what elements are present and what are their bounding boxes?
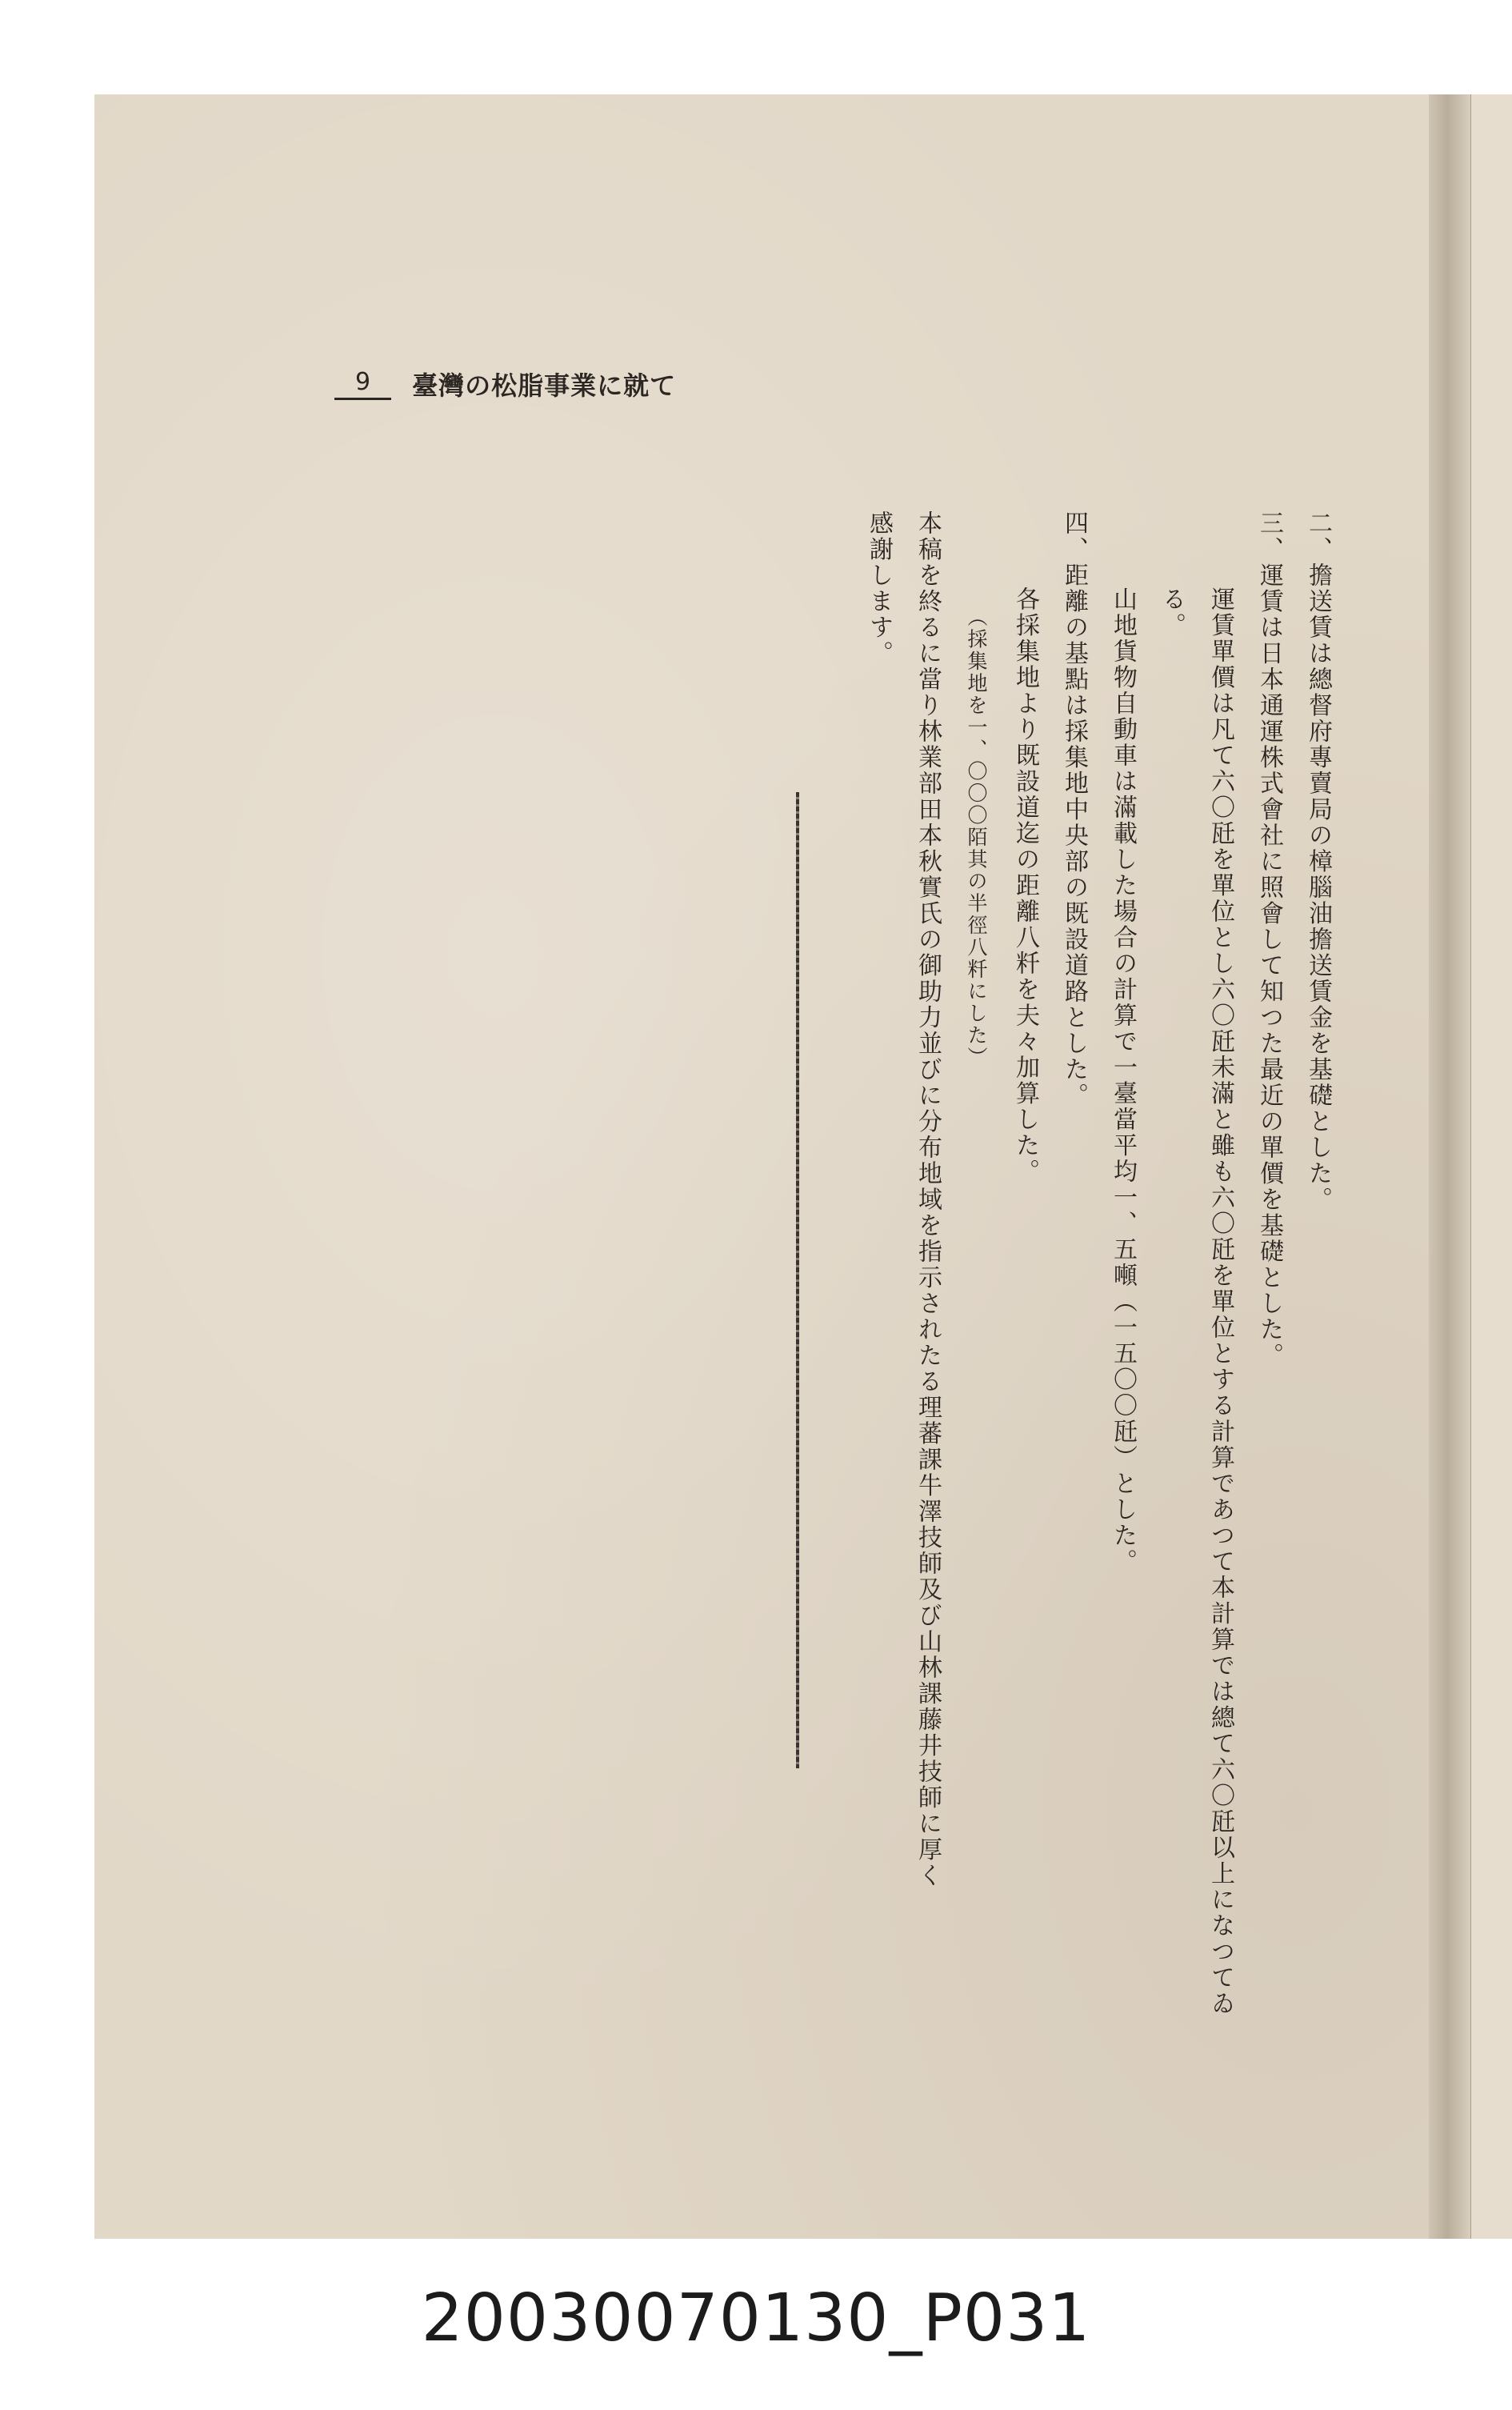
page-number: 9 (334, 368, 391, 400)
body-text (865, 510, 1342, 2031)
item-4-line-2: 各採集地より既設道迄の距離八粁を夫々加算した。 (1011, 586, 1039, 1185)
wavy-divider-line (796, 792, 799, 1768)
adjacent-page-edge (1470, 94, 1512, 2239)
closing-paragraph: 本稿を終るに當り林業部田本秋實氏の御助力並びに分布地域を指示されたる理蕃課牛澤技師及び山林課藤井技師に厚く (914, 510, 942, 1889)
running-title: 臺灣の松脂事業に就て (412, 370, 677, 401)
item-3-line-3: 山地貨物自動車は滿載した場合の計算で一臺當平均一、五噸（一五〇〇瓩）とした。 (1109, 586, 1137, 1575)
item-4: 四、距離の基點は採集地中央部の既設道路とした。 (1060, 510, 1088, 1109)
item-3: 三、運賃は日本通運株式會社に照會して知つた最近の單價を基礎とした。 (1255, 510, 1283, 1369)
scan-area (94, 94, 1512, 2239)
closing-line-2: 感謝します。 (865, 510, 893, 667)
archive-id-caption: 20030070130_P031 (421, 2280, 1091, 2356)
page-header (334, 368, 676, 400)
book-gutter (1429, 94, 1470, 2239)
item-4-note: （採集地を一、〇〇〇陌其の半徑八粁にした） (965, 607, 988, 1069)
document-page (94, 94, 1429, 2239)
item-2: 二、擔送賃は總督府專賣局の樟腦油擔送賃金を基礎とした。 (1304, 510, 1332, 1213)
item-3-line-2: 運賃單價は凡て六〇瓩を單位とし六〇瓩未滿と雖も六〇瓩を單位とする計算であつて本計算では總て六〇瓩以上になつてゐる。 (1158, 586, 1234, 2017)
